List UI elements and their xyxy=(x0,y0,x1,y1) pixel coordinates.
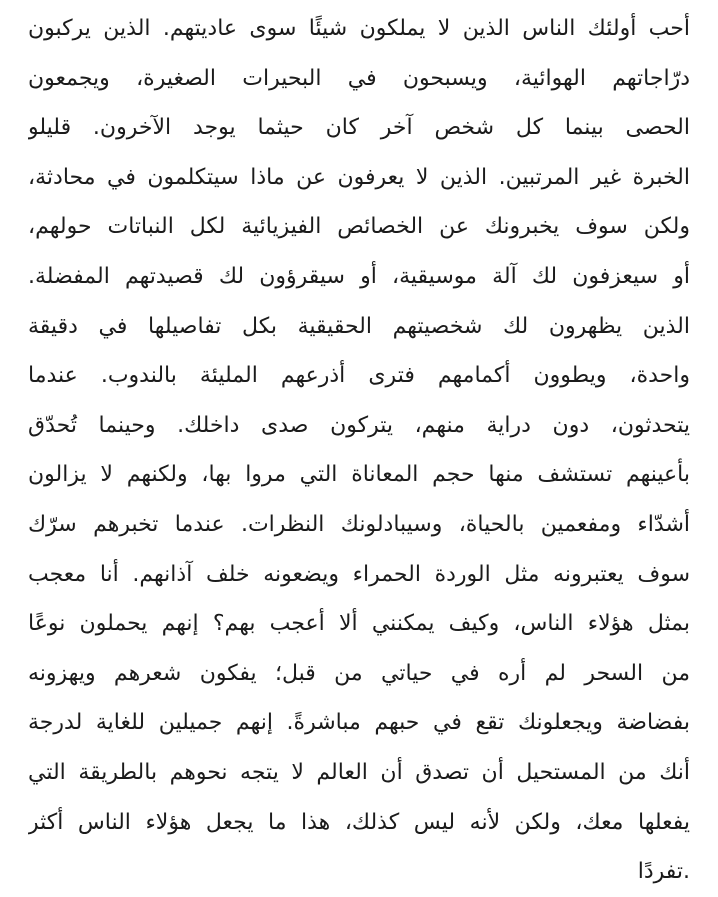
text-line: الخبرة غير المرتبين. الذين لا يعرفون عن ماذا سيتكلمون في محادثة، xyxy=(28,164,690,190)
text-line: واحدة، ويطوون أكمامهم فترى أذرعهم المليئة بالندوب. عندما xyxy=(28,363,690,389)
text-line: الحصى بينما كل شخص آخر كان حيثما يوجد الآخرون. قليلو xyxy=(28,115,690,141)
text-line: يتحدثون، دون دراية منهم، يتركون صدى داخلك. وحينما تُحدّق xyxy=(28,412,690,438)
text-line: أشدّاء ومفعمين بالحياة، وسيبادلونك النظرات. عندما تخبرهم سرّك xyxy=(28,511,690,537)
text-line: من السحر لم أره في حياتي من قبل؛ يفكون شعرهم ويهزونه xyxy=(28,660,690,686)
text-line: يفعلها معك، ولكن لأنه ليس كذلك، هذا ما يجعل هؤلاء الناس أكثر xyxy=(28,809,690,835)
text-line: بأعينهم تستشف منها حجم المعاناة التي مروا بها، ولكنهم لا يزالون xyxy=(28,462,690,488)
text-line: ولكن سوف يخبرونك عن الخصائص الفيزيائية لكل النباتات حولهم، xyxy=(28,214,690,240)
text-line: أنك من المستحيل أن تصدق أن العالم لا يتجه نحوهم بالطريقة التي xyxy=(28,759,690,785)
text-line-last: .تفردًا xyxy=(637,859,690,885)
text-line: بفضاضة ويجعلونك تقع في حبهم مباشرةً. إنهم جميلين للغاية لدرجة xyxy=(28,710,690,736)
text-line: سوف يعتبرونه مثل الوردة الحمراء ويضعونه خلف آذانهم. أنا معجب xyxy=(28,561,690,587)
text-line: درّاجاتهم الهوائية، ويسبحون في البحيرات الصغيرة، ويجمعون xyxy=(28,65,690,91)
text-line: أحب أولئك الناس الذين لا يملكون شيئًا سوى عاديتهم. الذين يركبون xyxy=(28,16,690,41)
text-line: أو سيعزفون لك آلة موسيقية، أو سيقرؤون لك قصيدتهم المفضلة. xyxy=(28,263,690,289)
text-line: بمثل هؤلاء الناس، وكيف يمكنني ألا أعجب بهم؟ إنهم يحملون نوعًا xyxy=(28,611,690,637)
text-line: الذين يظهرون لك شخصيتهم الحقيقية بكل تفاصيلها في دقيقة xyxy=(28,313,690,339)
document-body xyxy=(28,4,690,885)
